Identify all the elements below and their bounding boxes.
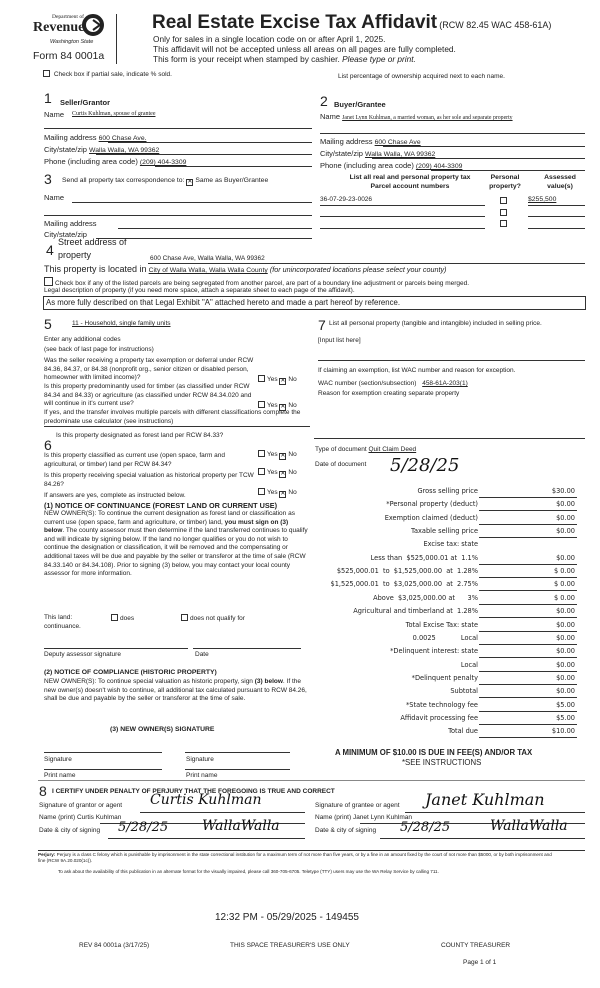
county-treasurer: COUNTY TREASURER <box>441 942 511 949</box>
page-title <box>152 12 551 34</box>
buyer-phone-field[interactable]: (209) 404-3309 <box>415 163 463 170</box>
grantee-city[interactable]: WallaWalla <box>490 818 568 834</box>
owner-signature-1[interactable] <box>44 752 162 753</box>
s6-q3: Is this property receiving special valuation as historical property per TCW 84.26? <box>44 472 254 488</box>
no-checkbox-checked[interactable]: ✕ <box>280 471 286 477</box>
legal-description-box[interactable]: As more fully described on that Legal Exhibit "A" attached hereto and made a part hereof by reference. <box>43 296 586 310</box>
tax-row-label: $1,525,000.01 to $3,025,000.00 at 2.75% <box>330 580 478 589</box>
grantee-sig-label: Signature of grantee or agent <box>315 802 400 809</box>
exempt-reason[interactable]: Reason for exemption creating separate property <box>318 390 460 397</box>
located-field[interactable]: City of Walla Walla, Walla Walla County <box>148 267 268 274</box>
print-name-label-2: Print name <box>186 772 218 779</box>
deputy-date-label: Date <box>195 651 209 658</box>
grantor-signature[interactable]: Curtis Kuhlman <box>150 792 262 808</box>
tax-row-value[interactable]: $0.00 <box>556 500 575 509</box>
parcel-line-2[interactable] <box>320 216 485 217</box>
tax-row-value[interactable]: $0.00 <box>556 673 575 682</box>
tax-row-label: 0.0025 Local <box>412 633 478 642</box>
tax-row-value[interactable]: $5.00 <box>556 700 575 709</box>
tax-row-line <box>479 724 577 725</box>
does-not-checkbox[interactable] <box>181 614 188 621</box>
no-checkbox-checked[interactable]: ✕ <box>280 378 286 384</box>
see-instructions: *SEE INSTRUCTIONS <box>402 758 482 767</box>
section-8-number: 8 <box>39 783 47 799</box>
tax-row-label: Subtotal <box>450 687 478 696</box>
s5-divider <box>44 426 310 427</box>
s7-line <box>318 360 585 361</box>
personal-property-checkbox-2[interactable] <box>500 209 507 216</box>
seller-heading: Seller/Grantor <box>60 98 111 107</box>
owner-signature-2[interactable] <box>185 752 290 753</box>
tax-row-label: *Personal property (deduct) <box>386 500 478 509</box>
header-divider <box>116 14 117 64</box>
tax-row-value[interactable]: $ 0.00 <box>554 580 575 589</box>
tax-row-label: Less than $525,000.01 at 1.1% <box>370 553 478 562</box>
personal-property-header: Personal property? <box>489 174 521 190</box>
seller-phone-line <box>155 166 312 167</box>
header-line1: Only for sales in a single location code on or after April 1, 2025. <box>153 34 386 44</box>
tax-row-value[interactable]: $0.00 <box>556 607 575 616</box>
tax-row-label: Affidavit processing fee <box>400 713 478 722</box>
doctype-label: Type of document <box>315 446 367 453</box>
no: No <box>288 451 297 458</box>
value-line-1 <box>528 205 585 206</box>
tax-row-line <box>479 577 577 578</box>
corr-city-field[interactable] <box>96 238 312 239</box>
s6-q1-answer[interactable] <box>258 450 297 460</box>
tax-row-value[interactable]: $0.00 <box>556 553 575 562</box>
tax-row-line <box>479 497 577 498</box>
segregated-label: Check box if any of the listed parcels are being segregated from another parcel, are part of a boundary line adjustment or parcels being merged. <box>55 280 470 287</box>
seller-city-field[interactable]: Walla Walla, WA 99362 <box>89 147 160 154</box>
partial-sale-label: Check box if partial sale, indicate % sold. <box>53 71 172 78</box>
header-line2: This affidavit will not be accepted unless all areas on all pages are fully completed. <box>153 44 456 54</box>
tax-row-line <box>479 510 577 511</box>
buyer-mail-label <box>320 137 421 146</box>
certify-statement: I CERTIFY UNDER PENALTY OF PERJURY THAT THE FOREGOING IS TRUE AND CORRECT <box>52 788 335 795</box>
s5-q2: Is this property predominantly used for timber (as classified under RCW 84.34 and 84.33) or agriculture (as classified under RCW 84.34.020 and will continue in it's current use? <box>44 383 252 408</box>
ownership-note: List percentage of ownership acquired next to each name. <box>338 73 505 80</box>
seller-mail-label <box>44 133 147 142</box>
perjury-note <box>38 852 558 864</box>
buyer-name-label <box>320 112 513 121</box>
deputy-signature-field[interactable] <box>44 648 188 649</box>
notice-2-title: (2) NOTICE OF COMPLIANCE (HISTORIC PROPERTY) <box>44 669 217 676</box>
corr-city-label: City/state/zip <box>44 230 87 239</box>
section-1-number: 1 <box>44 90 52 106</box>
parcel-h1: List all real and personal property tax <box>349 174 471 181</box>
n2bold: (3) below <box>254 678 283 685</box>
grantee-sig-line <box>405 812 585 813</box>
parcel-header <box>330 173 490 191</box>
print-name-label-1: Print name <box>44 772 76 779</box>
grantee-signature[interactable]: Janet Kuhlman <box>425 790 545 809</box>
tax-row-value[interactable]: $0.00 <box>556 633 575 642</box>
notice-1-body <box>44 510 310 579</box>
tax-row-value[interactable]: $0.00 <box>556 527 575 536</box>
rev-number: REV 84 0001a (3/17/25) <box>79 942 150 949</box>
tax-row-label: Agricultural and timberland at 1.28% <box>353 607 478 616</box>
deputy-label: Deputy assessor signature <box>44 651 121 658</box>
grantee-date[interactable]: 5/28/25 <box>400 820 451 835</box>
grantor-name-field[interactable]: Curtis Kuhlman <box>76 814 122 821</box>
grantee-name-row <box>315 814 412 821</box>
tax-row-label: *State technology fee <box>406 700 478 709</box>
tax-row-line <box>479 737 577 738</box>
yes: Yes <box>267 451 278 458</box>
tax-row-value[interactable]: $0.00 <box>556 687 575 696</box>
no: No <box>288 376 297 383</box>
seller-mail-line <box>108 142 312 143</box>
tax-row-label: Local <box>460 660 478 669</box>
segregated-row <box>44 277 469 287</box>
tax-row-line <box>479 564 577 565</box>
n1a: NEW OWNER(S): To continue the current designation as forest land or classification as current use (open space, farm and agriculture, or timber) land, <box>44 510 295 526</box>
doctype-row <box>315 446 416 453</box>
yes-checkbox[interactable] <box>258 375 265 382</box>
s7-divider <box>314 438 585 439</box>
tax-row-line <box>479 644 577 645</box>
no: No <box>288 489 297 496</box>
parcel-number-1[interactable]: 36-07-29-23-0026 <box>320 196 373 203</box>
street-label-2: property <box>58 250 92 260</box>
logo-swirl-icon <box>82 14 104 36</box>
additional-codes-label: Enter any additional codes <box>44 336 121 343</box>
buyer-city-line <box>372 158 585 159</box>
tax-row-value[interactable]: $ 0.00 <box>554 567 575 576</box>
s6-q2-answer[interactable] <box>258 468 297 478</box>
seller-city-label <box>44 145 159 154</box>
seller-phone-label <box>44 157 186 166</box>
additional-codes-note: (see back of last page for instructions) <box>44 346 154 353</box>
street-address-field[interactable]: 600 Chase Ave, Walla Walla, WA 99362 <box>150 255 265 262</box>
assessed-value-header: Assessed value(s) <box>544 174 576 190</box>
correspondence-row <box>62 177 268 186</box>
owner-print-1[interactable] <box>44 769 162 770</box>
corr-name-line2[interactable] <box>44 215 312 216</box>
n1bold: you must sign on (3) below <box>44 518 289 535</box>
section-7-number: 7 <box>318 317 326 333</box>
n2a: NEW OWNER(S): To continue special valuation as historic property, sign <box>44 678 253 685</box>
tax-row-value[interactable]: $0.00 <box>556 647 575 656</box>
logo-revenue: Revenue <box>33 20 85 35</box>
corr-name-label: Name <box>44 193 65 202</box>
tax-row-line <box>479 697 577 698</box>
tax-row-value[interactable]: $0.00 <box>556 513 575 522</box>
logo-state: Washington State <box>50 39 94 45</box>
legal-label: Legal description of property (if you need more space, attach a separate sheet to each page of the affidavit). <box>44 287 355 294</box>
correspondence-text: Send all property tax correspondence to: <box>62 177 185 184</box>
located-row <box>44 264 446 274</box>
yes: Yes <box>267 402 278 409</box>
s6-q2: Is this property classified as current use (open space, farm and agricultural, or timber) land per RCW 84.34? <box>44 452 226 468</box>
header-line3-text: This form is your receipt when stamped by cashier. <box>153 54 340 64</box>
notice-1-title: (1) NOTICE OF CONTINUANCE (FOREST LAND OR CURRENT USE) <box>44 501 278 510</box>
tax-row-label: Gross selling price <box>417 487 478 495</box>
s6-q1: Is this property designated as forest land per RCW 84.33? <box>56 432 224 439</box>
segregated-checkbox[interactable] <box>44 277 53 286</box>
personal-property-list[interactable]: [Input list here] <box>318 337 361 344</box>
yes: Yes <box>267 469 278 476</box>
grantor-date[interactable]: 5/28/25 <box>118 820 169 835</box>
tax-row-label: Above $3,025,000.00 at 3% <box>373 593 478 602</box>
tax-row-line <box>479 524 577 525</box>
seller-mail-field[interactable]: 600 Chase Ave. <box>98 135 147 142</box>
tax-row-line <box>479 671 577 672</box>
s5-q3: If yes, and the transfer involves multiple parcels with different classifications complete the predominate use calculator (see instructions) <box>44 409 301 425</box>
wac-field[interactable]: 458-61A-203(1) <box>422 380 468 387</box>
s5-q1-answer[interactable] <box>258 375 297 385</box>
docdate-handwritten[interactable]: 5/28/25 <box>390 455 460 476</box>
owner-print-2[interactable] <box>185 769 290 770</box>
buyer-name-field[interactable]: Janet Lynn Kuhlman, a married woman, as her sole and separate property <box>342 115 513 121</box>
buyer-mail-line <box>383 146 585 147</box>
does-label: does <box>120 615 135 622</box>
deputy-date-field[interactable] <box>193 648 301 649</box>
page-number: Page 1 of 1 <box>463 959 497 966</box>
tax-row-value[interactable]: $5.00 <box>556 713 575 722</box>
corr-mail-label: Mailing address <box>44 219 97 228</box>
section-4-number: 4 <box>46 242 54 258</box>
label: Name <box>320 112 341 121</box>
tax-row-line <box>479 617 577 618</box>
does-not-label: does not qualify for <box>190 615 245 622</box>
tax-row-line <box>479 711 577 712</box>
grantee-date-label: Date & city of signing <box>315 827 377 834</box>
tax-row-value[interactable]: $0.00 <box>556 620 575 629</box>
header-line3 <box>153 54 416 64</box>
tty-note: To ask about the availability of this publication in an alternate format for the visually impaired, please call 360-705-6705. Teletype (TTY) users may use the WA Relay Service by calling 711. <box>58 869 439 874</box>
tax-row-line <box>479 537 577 538</box>
partial-sale-checkbox-row[interactable] <box>43 70 172 78</box>
no-checkbox-checked[interactable]: ✕ <box>280 491 286 497</box>
form-number: Form 84 0001a <box>33 50 105 62</box>
tax-row-line <box>479 590 577 591</box>
s5-q1: Was the seller receiving a property tax exemption or deferral under RCW 84.36, 84.37, or 84.38 (nonprofit org., senior citizen or disabled person, homeowner with limited income)? <box>44 357 254 382</box>
tax-row-line <box>479 657 577 658</box>
grantor-date-label: Date & city of signing <box>39 827 101 834</box>
street-label-1: Street address of <box>58 237 127 247</box>
no: No <box>288 402 297 409</box>
tax-row-label: *Delinquent interest: state <box>390 647 478 656</box>
signature-label-1: Signature <box>44 756 72 763</box>
yes: Yes <box>267 489 278 496</box>
tax-row-line <box>479 631 577 632</box>
tax-row-label: Excise tax: state <box>423 540 478 549</box>
section-8-divider <box>38 780 585 781</box>
s6-q3-answer[interactable] <box>258 488 297 498</box>
section-2-number: 2 <box>320 93 328 109</box>
grantee-date-line <box>380 838 585 839</box>
buyer-phone-line <box>431 170 585 171</box>
perjury-divider <box>38 850 585 851</box>
seller-name-field[interactable]: Curtis Kuhlman, spouse of grantee <box>72 111 156 117</box>
n2b: . If the new owner(s) doesn't wish to continue, all additional tax calculated pursuant to RCW 84.26, shall be due and payable by the seller or transferor at the time of sale. <box>44 678 307 703</box>
yes-checkbox[interactable] <box>258 488 265 495</box>
treasurer-use: THIS SPACE TREASURER'S USE ONLY <box>230 942 350 949</box>
title-citation: (RCW 82.45 WAC 458-61A) <box>439 20 552 30</box>
no-checkbox-checked[interactable]: ✕ <box>280 453 286 459</box>
yes-checkbox[interactable] <box>258 468 265 475</box>
tax-row-label: Taxable selling price <box>411 527 478 536</box>
tax-row-label: Total due <box>448 727 478 736</box>
located-label: This property is located in <box>44 264 147 274</box>
tax-row-value[interactable]: $ 0.00 <box>554 593 575 602</box>
header-line3-italic: Please type or print. <box>342 54 416 64</box>
tax-row-label: *Delinquent penalty <box>411 673 478 682</box>
dor-logo <box>30 12 104 52</box>
s5-q2-answer[interactable] <box>258 401 297 411</box>
seller-phone-field[interactable]: (209) 404-3309 <box>139 159 187 166</box>
label: City/state/zip <box>44 145 87 154</box>
no-checkbox-checked[interactable]: ✕ <box>280 404 286 410</box>
corr-mail-field[interactable] <box>118 228 312 229</box>
perjury-text: Perjury is a class C felony which is punishable by imprisonment in the state correctional institution for a maximum term of not more than five years, or by a fine in an amount fixed by the court of not more than $5000, or by both imprisonment and fine (RCW 9A.20.020(1c)). <box>38 852 552 863</box>
yes-checkbox[interactable] <box>258 401 265 408</box>
parcel-line-1 <box>320 205 485 206</box>
corr-name-field[interactable] <box>72 202 312 203</box>
land-use-code[interactable]: 11 - Household, single family units <box>72 320 171 327</box>
personal-property-checkbox-3[interactable] <box>500 220 507 227</box>
perjury-label: Perjury: <box>38 852 56 857</box>
label: Name (print) <box>315 814 352 821</box>
does-not-qualify-option[interactable] <box>181 614 245 622</box>
label: Mailing address <box>44 133 97 142</box>
signature-label-2: Signature <box>186 756 214 763</box>
no: No <box>288 469 297 476</box>
grantor-sig-line <box>140 812 305 813</box>
label: Phone (including area code) <box>320 161 414 170</box>
parcel-h2: Parcel account numbers <box>370 183 450 190</box>
s6-if-yes: If answers are yes, complete as instructed below. <box>44 492 186 499</box>
minimum-due-note: A MINIMUM OF $10.00 IS DUE IN FEE(S) AND/OR TAX <box>335 748 533 757</box>
label: Phone (including area code) <box>44 157 138 166</box>
tax-row-label: Total Excise Tax: state <box>405 620 478 629</box>
parcel-line-3[interactable] <box>320 228 485 229</box>
buyer-city-field[interactable]: Walla Walla, WA 99362 <box>365 151 436 158</box>
seller-name-label: Name <box>44 110 65 119</box>
grantor-name-row <box>39 814 121 821</box>
buyer-name-line <box>320 133 585 134</box>
seller-name-line <box>44 128 312 129</box>
buyer-city-label <box>320 149 435 158</box>
buyer-mail-field[interactable]: 600 Chase Ave <box>374 139 421 146</box>
this-land-label: This land: <box>44 614 73 621</box>
wac-row <box>318 380 468 387</box>
tax-row-value[interactable]: $0.00 <box>556 660 575 669</box>
tax-row-value[interactable]: $10.00 <box>551 727 575 736</box>
buyer-heading: Buyer/Grantee <box>334 100 386 109</box>
located-note: (for unincorporated locations please select your county) <box>269 265 447 274</box>
tax-row-line <box>479 604 577 605</box>
yes-checkbox[interactable] <box>258 450 265 457</box>
receipt-stamp: 12:32 PM - 05/29/2025 - 149455 <box>215 912 359 923</box>
partial-sale-checkbox[interactable] <box>43 70 50 77</box>
wac-label: WAC number (section/subsection) <box>318 380 417 387</box>
same-as-buyer-checkbox[interactable]: ✕ <box>187 179 193 185</box>
label: City/state/zip <box>320 149 363 158</box>
personal-property-checkbox-1[interactable] <box>500 197 507 204</box>
tax-row-value[interactable]: $30.00 <box>551 487 575 495</box>
notice-2-body <box>44 678 310 704</box>
section-6-number: 6 <box>44 437 52 453</box>
notice-3-title: (3) NEW OWNER(S) SIGNATURE <box>110 726 215 733</box>
seller-city-line <box>96 154 312 155</box>
tax-row-line <box>479 684 577 685</box>
continuance-label: continuance. <box>44 623 81 630</box>
section-3-number: 3 <box>44 171 52 187</box>
section-5-number: 5 <box>44 316 52 332</box>
label: Mailing address <box>320 137 373 146</box>
grantor-date-line <box>108 838 305 839</box>
buyer-phone-label <box>320 161 462 170</box>
does-checkbox[interactable] <box>111 614 118 621</box>
docdate-label: Date of document <box>315 461 367 468</box>
grantor-sig-label: Signature of grantor or agent <box>39 802 123 809</box>
yes: Yes <box>267 376 278 383</box>
does-qualify-option[interactable] <box>111 614 134 622</box>
value-line-3[interactable] <box>528 228 585 229</box>
tax-row-label: $525,000.01 to $1,525,000.00 at 1.28% <box>336 567 478 576</box>
tax-row-label: Exemption claimed (deduct) <box>384 513 478 522</box>
doctype-field[interactable]: Quit Claim Deed <box>368 446 417 453</box>
assessed-value-1[interactable]: $255,500 <box>528 196 557 203</box>
grantee-name-field[interactable]: Janet Lynn Kuhlman <box>352 814 412 821</box>
n1b: . The county assessor must then determine if the land transferred continues to qualify and will indicate by signing below. If the land no longer qualifies or you do not wish to continue the designation or classification, it will be removed and the compensating or additional taxes will be due and payable by the seller or transferor at the time of sale (RCW 84.33.140 or 84.34.108). Prior to signing (3) below, you may contact your local county assessor for more information. <box>44 527 308 578</box>
title-text: Real Estate Excise Tax Affidavit <box>152 12 438 33</box>
s7-text: List all personal property (tangible and intangible) included in selling price. <box>329 320 542 327</box>
exempt-note: If claiming an exemption, list WAC number and reason for exception. <box>318 367 516 374</box>
logo-dept: Department of <box>52 14 84 20</box>
value-line-2[interactable] <box>528 216 585 217</box>
same-as-buyer-label: Same as Buyer/Grantee <box>195 177 269 184</box>
grantor-city[interactable]: WallaWalla <box>202 818 280 834</box>
label: Name (print) <box>39 814 76 821</box>
